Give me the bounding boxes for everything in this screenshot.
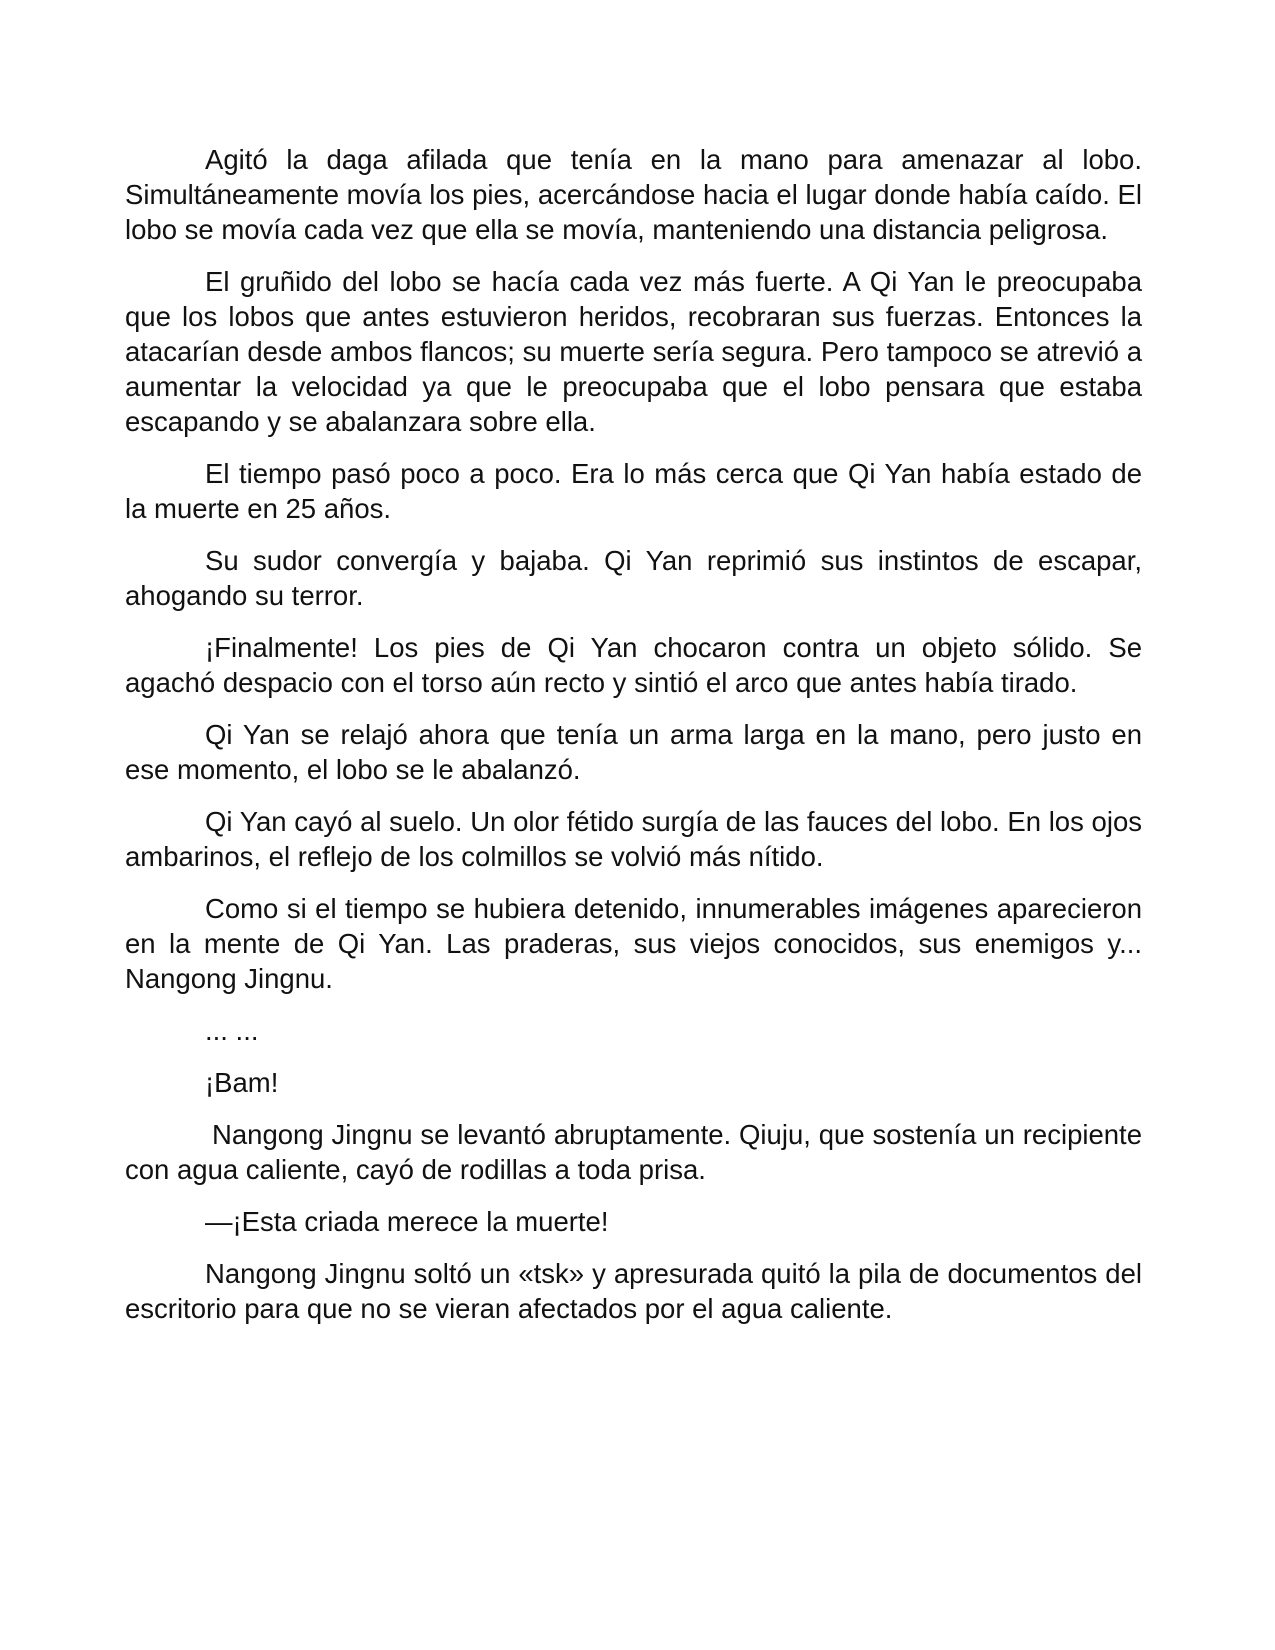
paragraph: Nangong Jingnu se levantó abruptamente. Qiuju, que sostenía un recipiente con agua caliente, cayó de rodillas a toda prisa.: [125, 1119, 1142, 1185]
scene-break: ... ...: [205, 1015, 259, 1046]
paragraph: Su sudor convergía y bajaba. Qi Yan reprimió sus instintos de escapar, ahogando su terror.: [125, 545, 1142, 611]
document-page: [125, 142, 1142, 1343]
paragraph: ¡Finalmente! Los pies de Qi Yan chocaron contra un objeto sólido. Se agachó despacio con el torso aún recto y sintió el arco que antes había tirado.: [125, 632, 1142, 698]
dialogue-line: —¡Esta criada merece la muerte!: [205, 1206, 609, 1237]
paragraph: El tiempo pasó poco a poco. Era lo más cerca que Qi Yan había estado de la muerte en 25 años.: [125, 458, 1142, 524]
paragraph: Nangong Jingnu soltó un «tsk» y apresurada quitó la pila de documentos del escritorio para que no se vieran afectados por el agua caliente.: [125, 1258, 1142, 1324]
paragraph: ¡Bam!: [205, 1067, 279, 1098]
paragraph: Como si el tiempo se hubiera detenido, innumerables imágenes aparecieron en la mente de Qi Yan. Las praderas, sus viejos conocidos, sus enemigos y... Nangong Jingnu.: [125, 893, 1142, 994]
paragraph: Qi Yan cayó al suelo. Un olor fétido surgía de las fauces del lobo. En los ojos ambarinos, el reflejo de los colmillos se volvió más nítido.: [125, 806, 1142, 872]
paragraph: Agitó la daga afilada que tenía en la mano para amenazar al lobo. Simultáneamente movía los pies, acercándose hacia el lugar donde había caído. El lobo se movía cada vez que ella se movía, manteniendo una distancia peligrosa.: [125, 144, 1142, 245]
paragraph: Qi Yan se relajó ahora que tenía un arma larga en la mano, pero justo en ese momento, el lobo se le abalanzó.: [125, 719, 1142, 785]
paragraph: El gruñido del lobo se hacía cada vez más fuerte. A Qi Yan le preocupaba que los lobos que antes estuvieron heridos, recobraran sus fuerzas. Entonces la atacarían desde ambos flancos; su muerte sería segura. Pero tampoco se atrevió a aumentar la velocidad ya que le preocupaba que el lobo pensara que estaba escapando y se abalanzara sobre ella.: [125, 266, 1142, 437]
